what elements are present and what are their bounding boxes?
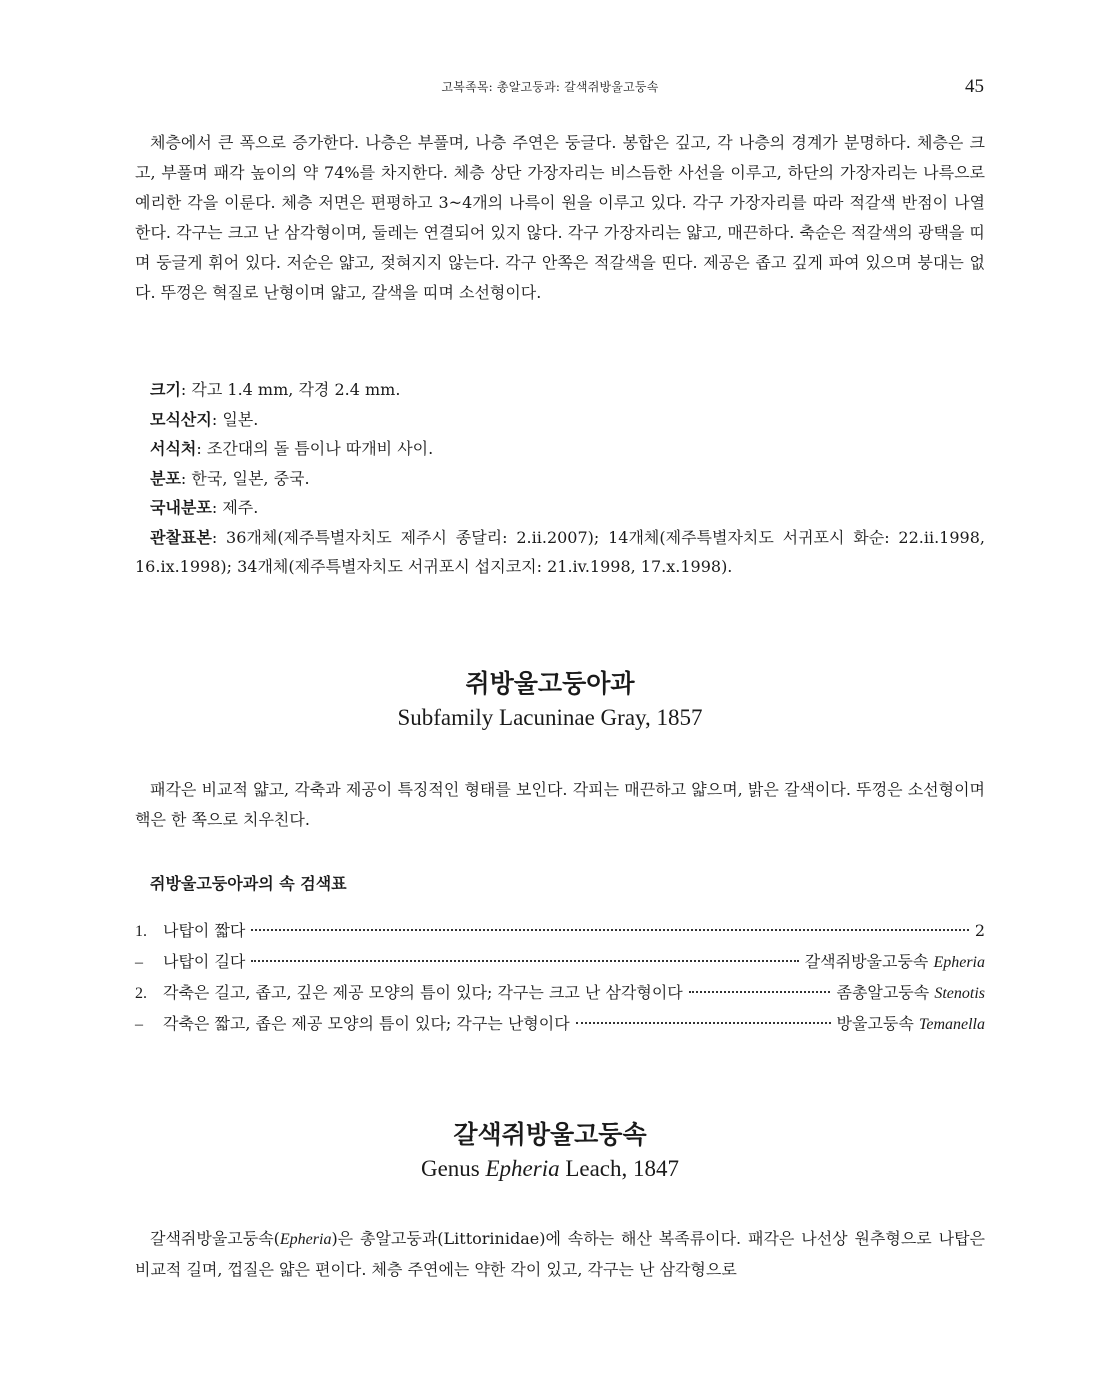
subfamily-paragraph: 패각은 비교적 얇고, 각축과 제공이 특징적인 형태를 보인다. 각피는 매끈하고 얇으며, 밝은 갈색이다. 뚜껑은 소선형이며 핵은 한 쪽으로 치우친다.: [135, 780, 985, 829]
size-value: 각고 1.4 mm, 각경 2.4 mm.: [191, 380, 401, 399]
key-row-result: 좀총알고둥속 Stenotis: [836, 983, 985, 1002]
size-label: 크기: [150, 380, 181, 399]
subfamily-title: 쥐방울고둥아과: [465, 669, 635, 698]
dot-leader: [251, 929, 968, 931]
key-row-text: 각축은 길고, 좁고, 깊은 제공 모양의 틈이 있다; 각구는 크고 난 삼각형이다: [163, 983, 683, 1002]
domestic-distribution-label: 국내분포: [150, 498, 212, 517]
domestic-distribution-line: 국내분포: 제주.: [150, 498, 259, 517]
genus-paragraph: 갈색쥐방울고둥속(Epheria)은 총알고둥과(Littorinidae)에 속하는 해산 복족류이다. 패각은 나선상 원추형으로 나탑은 비교적 길며, 껍질은 얇은 편이다. 체층 주연에는 약한 각이 있고, 각구는 난 삼각형으로: [135, 1229, 985, 1279]
key-title: 쥐방울고둥아과의 속 검색표: [150, 874, 347, 893]
running-header: 고복족목: 총알고둥과: 갈색쥐방울고둥속: [441, 80, 659, 94]
examined-value: 36개체(제주특별자치도 제주시 종달리: 2.ii.2007); 14개체(제주특별자치도 서귀포시 화순: 22.ii.1998, 16.ix.1998); 34개체(제주특별자치도 서귀포시 섭지코지: 21.iv.1998, 17.x.1998).: [135, 527, 985, 576]
page-number: 45: [965, 76, 984, 97]
examined-line: 관찰표본: 36개체(제주특별자치도 제주시 종달리: 2.ii.2007); 14개체(제주특별자치도 서귀포시 화순: 22.ii.1998, 16.ix.1998); 34개체(제주특별자치도 서귀포시 섭지코지: 21.iv.1998, 17.x.1998).: [135, 527, 985, 576]
key-row: [135, 980, 985, 1008]
type-locality-line: 모식산지: 일본.: [150, 409, 259, 429]
intro-section: [135, 128, 985, 308]
distribution-label: 분포: [150, 468, 181, 488]
dot-leader: [576, 1022, 831, 1024]
subfamily-subtitle: Subfamily Lacuninae Gray, 1857: [397, 705, 703, 730]
genus-section: [135, 1224, 985, 1285]
habitat-line: 서식처: 조간대의 돌 틈이나 따개비 사이.: [150, 439, 434, 458]
key-row-result: 방울고둥속 Temanella: [836, 1014, 985, 1033]
key-row-text: 나탑이 짧다: [163, 921, 246, 940]
dot-leader: [251, 960, 798, 962]
key-row-number: –: [135, 954, 143, 971]
genus-subtitle: Genus Epheria Leach, 1847: [420, 1156, 680, 1181]
key-row: [135, 1011, 985, 1039]
subfamily-section: [135, 775, 985, 835]
key-row-number: 2.: [135, 985, 147, 1002]
key-row-text: 나탑이 길다: [163, 952, 246, 971]
key-row-number: 1.: [135, 923, 147, 940]
key-row-result: 2: [974, 921, 985, 940]
key-row-number: –: [135, 1016, 143, 1033]
key-row-result: 갈색쥐방울고둥속 Epheria: [804, 952, 985, 971]
habitat-value: 조간대의 돌 틈이나 따개비 사이.: [206, 439, 434, 458]
domestic-distribution-value: 제주.: [222, 498, 259, 517]
key-row-text: 각축은 짧고, 좁은 제공 모양의 틈이 있다; 각구는 난형이다: [163, 1014, 570, 1033]
species-info: [135, 375, 985, 582]
genus-title: 갈색쥐방울고둥속: [453, 1120, 647, 1149]
dot-leader: [689, 991, 831, 993]
habitat-label: 서식처: [150, 439, 197, 458]
key-row: [135, 949, 985, 977]
distribution-line: 분포: 한국, 일본, 중국.: [150, 468, 310, 488]
distribution-value: 한국, 일본, 중국.: [191, 468, 310, 488]
key-row: [135, 918, 985, 946]
type-locality-value: 일본.: [222, 409, 259, 429]
intro-paragraph: 체층에서 큰 폭으로 증가한다. 나층은 부풀며, 나층 주연은 둥글다. 봉합은 깊고, 각 나층의 경계가 분명하다. 체층은 크고, 부풀며 패각 높이의 약 74%를 차지한다. 체층 상단 가장자리는 비스듬한 사선을 이루고, 하단의 가장자리는 나륵으로 예리한 각을 이룬다. 체층 저면은 편평하고 3~4개의 나륵이 원을 이루고 있다. 각구 가장자리를 따라 적갈색 반점이 나열한다. 각구는 크고 난 삼각형이며, 둘레는 연결되어 있지 않다. 각구 가장자리는 얇고, 매끈하다. 축순은 적갈색의 광택을 띠며 둥글게 휘어 있다. 저순은 얇고, 젖혀지지 않는다. 각구 안쪽은 적갈색을 띤다. 제공은 좁고 깊게 파여 있으며 붕대는 없다. 뚜껑은 혁질로 난형이며 얇고, 갈색을 띠며 소선형이다.: [135, 133, 985, 302]
examined-label: 관찰표본: [150, 527, 212, 547]
type-locality-label: 모식산지: [150, 409, 212, 429]
size-line: 크기: 각고 1.4 mm, 각경 2.4 mm.: [150, 380, 401, 399]
